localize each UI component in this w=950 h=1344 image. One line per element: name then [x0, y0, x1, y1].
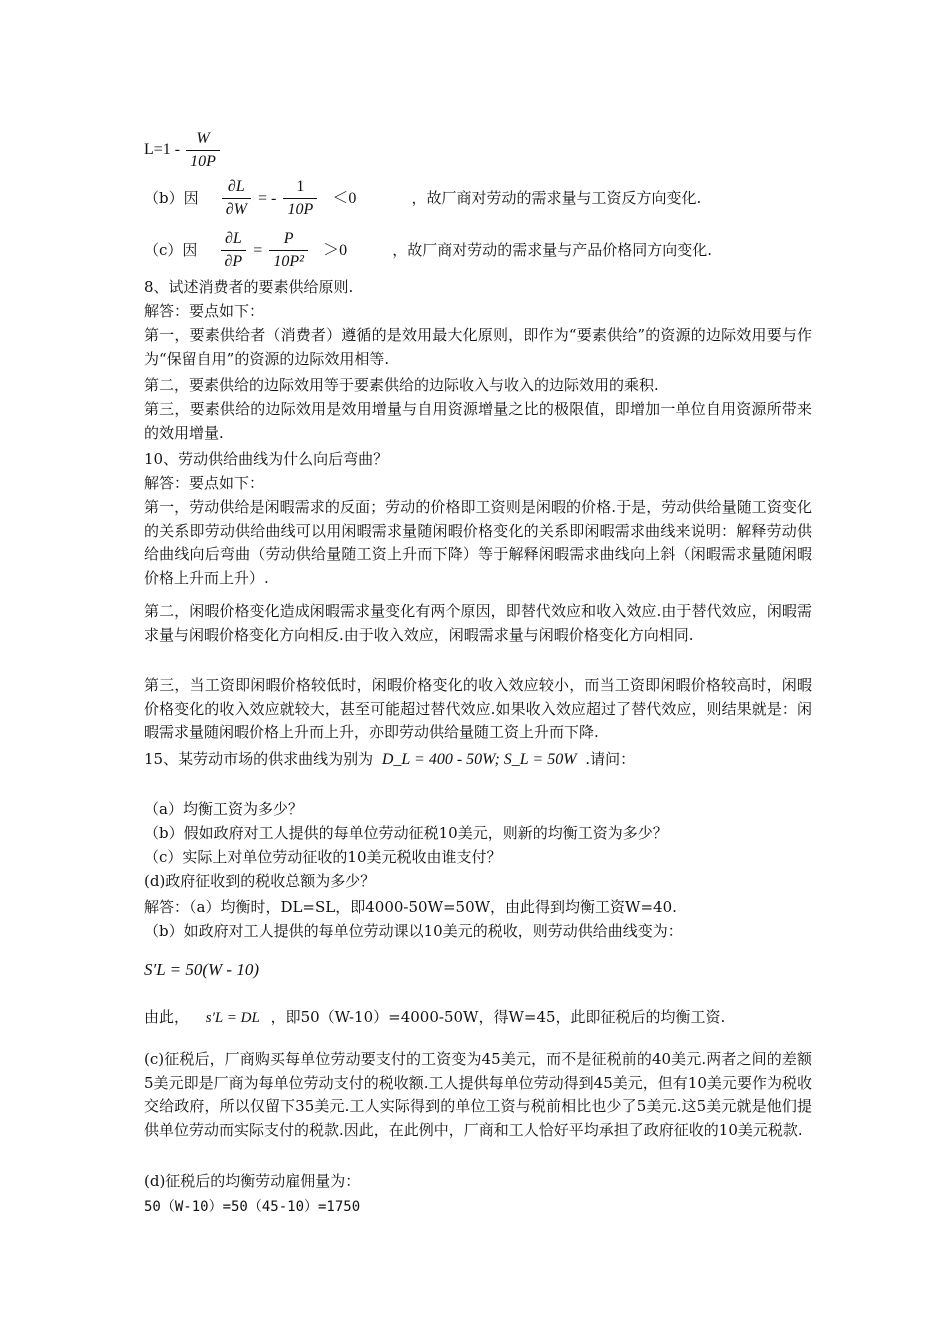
part-b-cmp: ＜0: [332, 190, 357, 207]
q15-ans-b: （b）如政府对工人提供的每单位劳动课以10美元的税收，则劳动供给曲线变为：: [144, 922, 683, 940]
part-b-eq: = -: [258, 190, 277, 207]
q10-title: 10、劳动供给曲线为什么向后弯曲？: [144, 450, 389, 468]
formula-l-den: 10P: [190, 153, 216, 170]
q15-qc: （c）实际上对单位劳动征收的10美元税收由谁支付？: [144, 848, 502, 866]
part-c-cmp: ＞0: [323, 242, 348, 259]
q15-ans-b2-formula: s′L = DL: [205, 1010, 260, 1026]
q10-p2: 第二，闲暇价格变化造成闲暇需求量变化有两个原因，即替代效应和收入效应.由于替代效应，闲暇需求量与闲暇价格变化方向相反.由于收入效应，闲暇需求量与闲暇价格变化方向相同.: [144, 602, 812, 644]
part-c-num2: P: [269, 228, 308, 251]
formula-l: [144, 128, 222, 173]
formula-l-num: W: [186, 128, 220, 151]
part-b-den2: 10P: [287, 201, 314, 218]
q10-p1: 第一，劳动供给是闲暇需求的反面；劳动的价格即工资则是闲暇的价格.于是，劳动供给量随工资变化的关系即劳动供给曲线可以用闲暇需求量随闲暇价格变化的关系即闲暇需求曲线来说明：解释劳动供给曲线向后弯曲（劳动供给量随工资上升而下降）等于解释闲暇需求曲线向上斜（闲暇需求量随闲暇价格上升而上升）.: [144, 498, 812, 587]
part-b-num2: 1: [283, 176, 317, 199]
part-c-eq: =: [253, 242, 263, 259]
formula-l-fraction: [186, 128, 220, 173]
part-c-frac2: [269, 228, 308, 273]
q15-formula: D_L = 400 - 50W; S_L = 50W: [381, 751, 577, 768]
q8-p1: 第一，要素供给者（消费者）遵循的是效用最大化原则，即作为“要素供给”的资源的边际效用要与作为“保留自用”的资源的边际效用相等.: [144, 326, 812, 368]
q15-ans-d2: 50（W-10）=50（45-10）=1750: [144, 1199, 361, 1215]
part-c-text: ，故厂商对劳动的需求量与产品价格同方向变化.: [392, 241, 712, 259]
q15-qa: （a）均衡工资为多少？: [144, 800, 303, 818]
part-c-row: [144, 228, 712, 273]
part-c-den1: ∂P: [224, 253, 243, 270]
part-c-num1: ∂L: [221, 228, 247, 251]
q15-title-row: [144, 748, 635, 771]
q8-p3: 第三，要素供给的边际效用是效用增量与自用资源增量之比的极限值，即增加一单位自用资源所带来的效用增量.: [144, 400, 812, 442]
part-c-den2: 10P²: [273, 253, 304, 270]
q15-ans-c: (c)征税后，厂商购买每单位劳动要支付的工资变为45美元，而不是征税前的40美元.两者之间的差额5美元即是厂商为每单位劳动支付的税收额.工人提供每单位劳动得到45美元，但有10美元要作为税收交给政府，所以仅留下35美元.工人实际得到的单位工资与税前相比也少了5美元.这5美元就是他们提供单位劳动而实际支付的税款.因此，在此例中，厂商和工人恰好平均承担了政府征收的10美元税款.: [144, 1050, 812, 1139]
part-b-frac2: [283, 176, 317, 221]
part-b-num1: ∂L: [222, 176, 251, 199]
q15-qb: （b）假如政府对工人提供的每单位劳动征税10美元，则新的均衡工资为多少？: [144, 824, 668, 842]
part-c-frac1: [221, 228, 247, 273]
part-b-den1: ∂W: [225, 201, 247, 218]
q15-title-prefix: 15、某劳动市场的供求曲线为别为: [144, 750, 374, 768]
q8-title: 8、试述消费者的要素供给原则.: [144, 278, 354, 296]
part-b-row: [144, 176, 701, 221]
part-b-frac1: [222, 176, 251, 221]
part-c-label: （c）因: [144, 241, 198, 259]
part-b-label: （b）因: [144, 189, 199, 207]
q10-answer-head: 解答：要点如下：: [144, 474, 265, 492]
q15-ans-a: 解答：（a）均衡时，DL=SL，即4000-50W=50W，由此得到均衡工资W=40.: [144, 898, 677, 916]
q15-qd: (d)政府征收到的税收总额为多少？: [144, 872, 376, 890]
q15-title-suffix: .请问：: [585, 750, 636, 768]
formula-l-lhs: L=1 -: [144, 141, 181, 159]
q15-formula-s: S′L = 50(W - 10): [144, 960, 259, 979]
q15-ans-d: (d)征税后的均衡劳动雇佣量为：: [144, 1172, 361, 1190]
q15-ans-b2-suffix: ，即50（W-10）=4000-50W，得W=45，此即征税后的均衡工资.: [270, 1008, 726, 1026]
q10-p3: 第三，当工资即闲暇价格较低时，闲暇价格变化的收入效应较小，而当工资即闲暇价格较高时，闲暇价格变化的收入效应就较大，甚至可能超过替代效应.如果收入效应超过了替代效应，则结果就是：闲暇需求量随闲暇价格上升而上升，亦即劳动供给量随工资上升而下降.: [144, 676, 812, 741]
q8-p2: 第二，要素供给的边际效用等于要素供给的边际收入与收入的边际效用的乘积.: [144, 376, 659, 394]
q15-ans-b2-prefix: 由此，: [144, 1008, 190, 1026]
q15-ans-b2-row: [144, 1006, 725, 1029]
q8-answer-head: 解答：要点如下：: [144, 302, 265, 320]
part-b-text: ，故厂商对劳动的需求量与工资反方向变化.: [411, 189, 702, 207]
